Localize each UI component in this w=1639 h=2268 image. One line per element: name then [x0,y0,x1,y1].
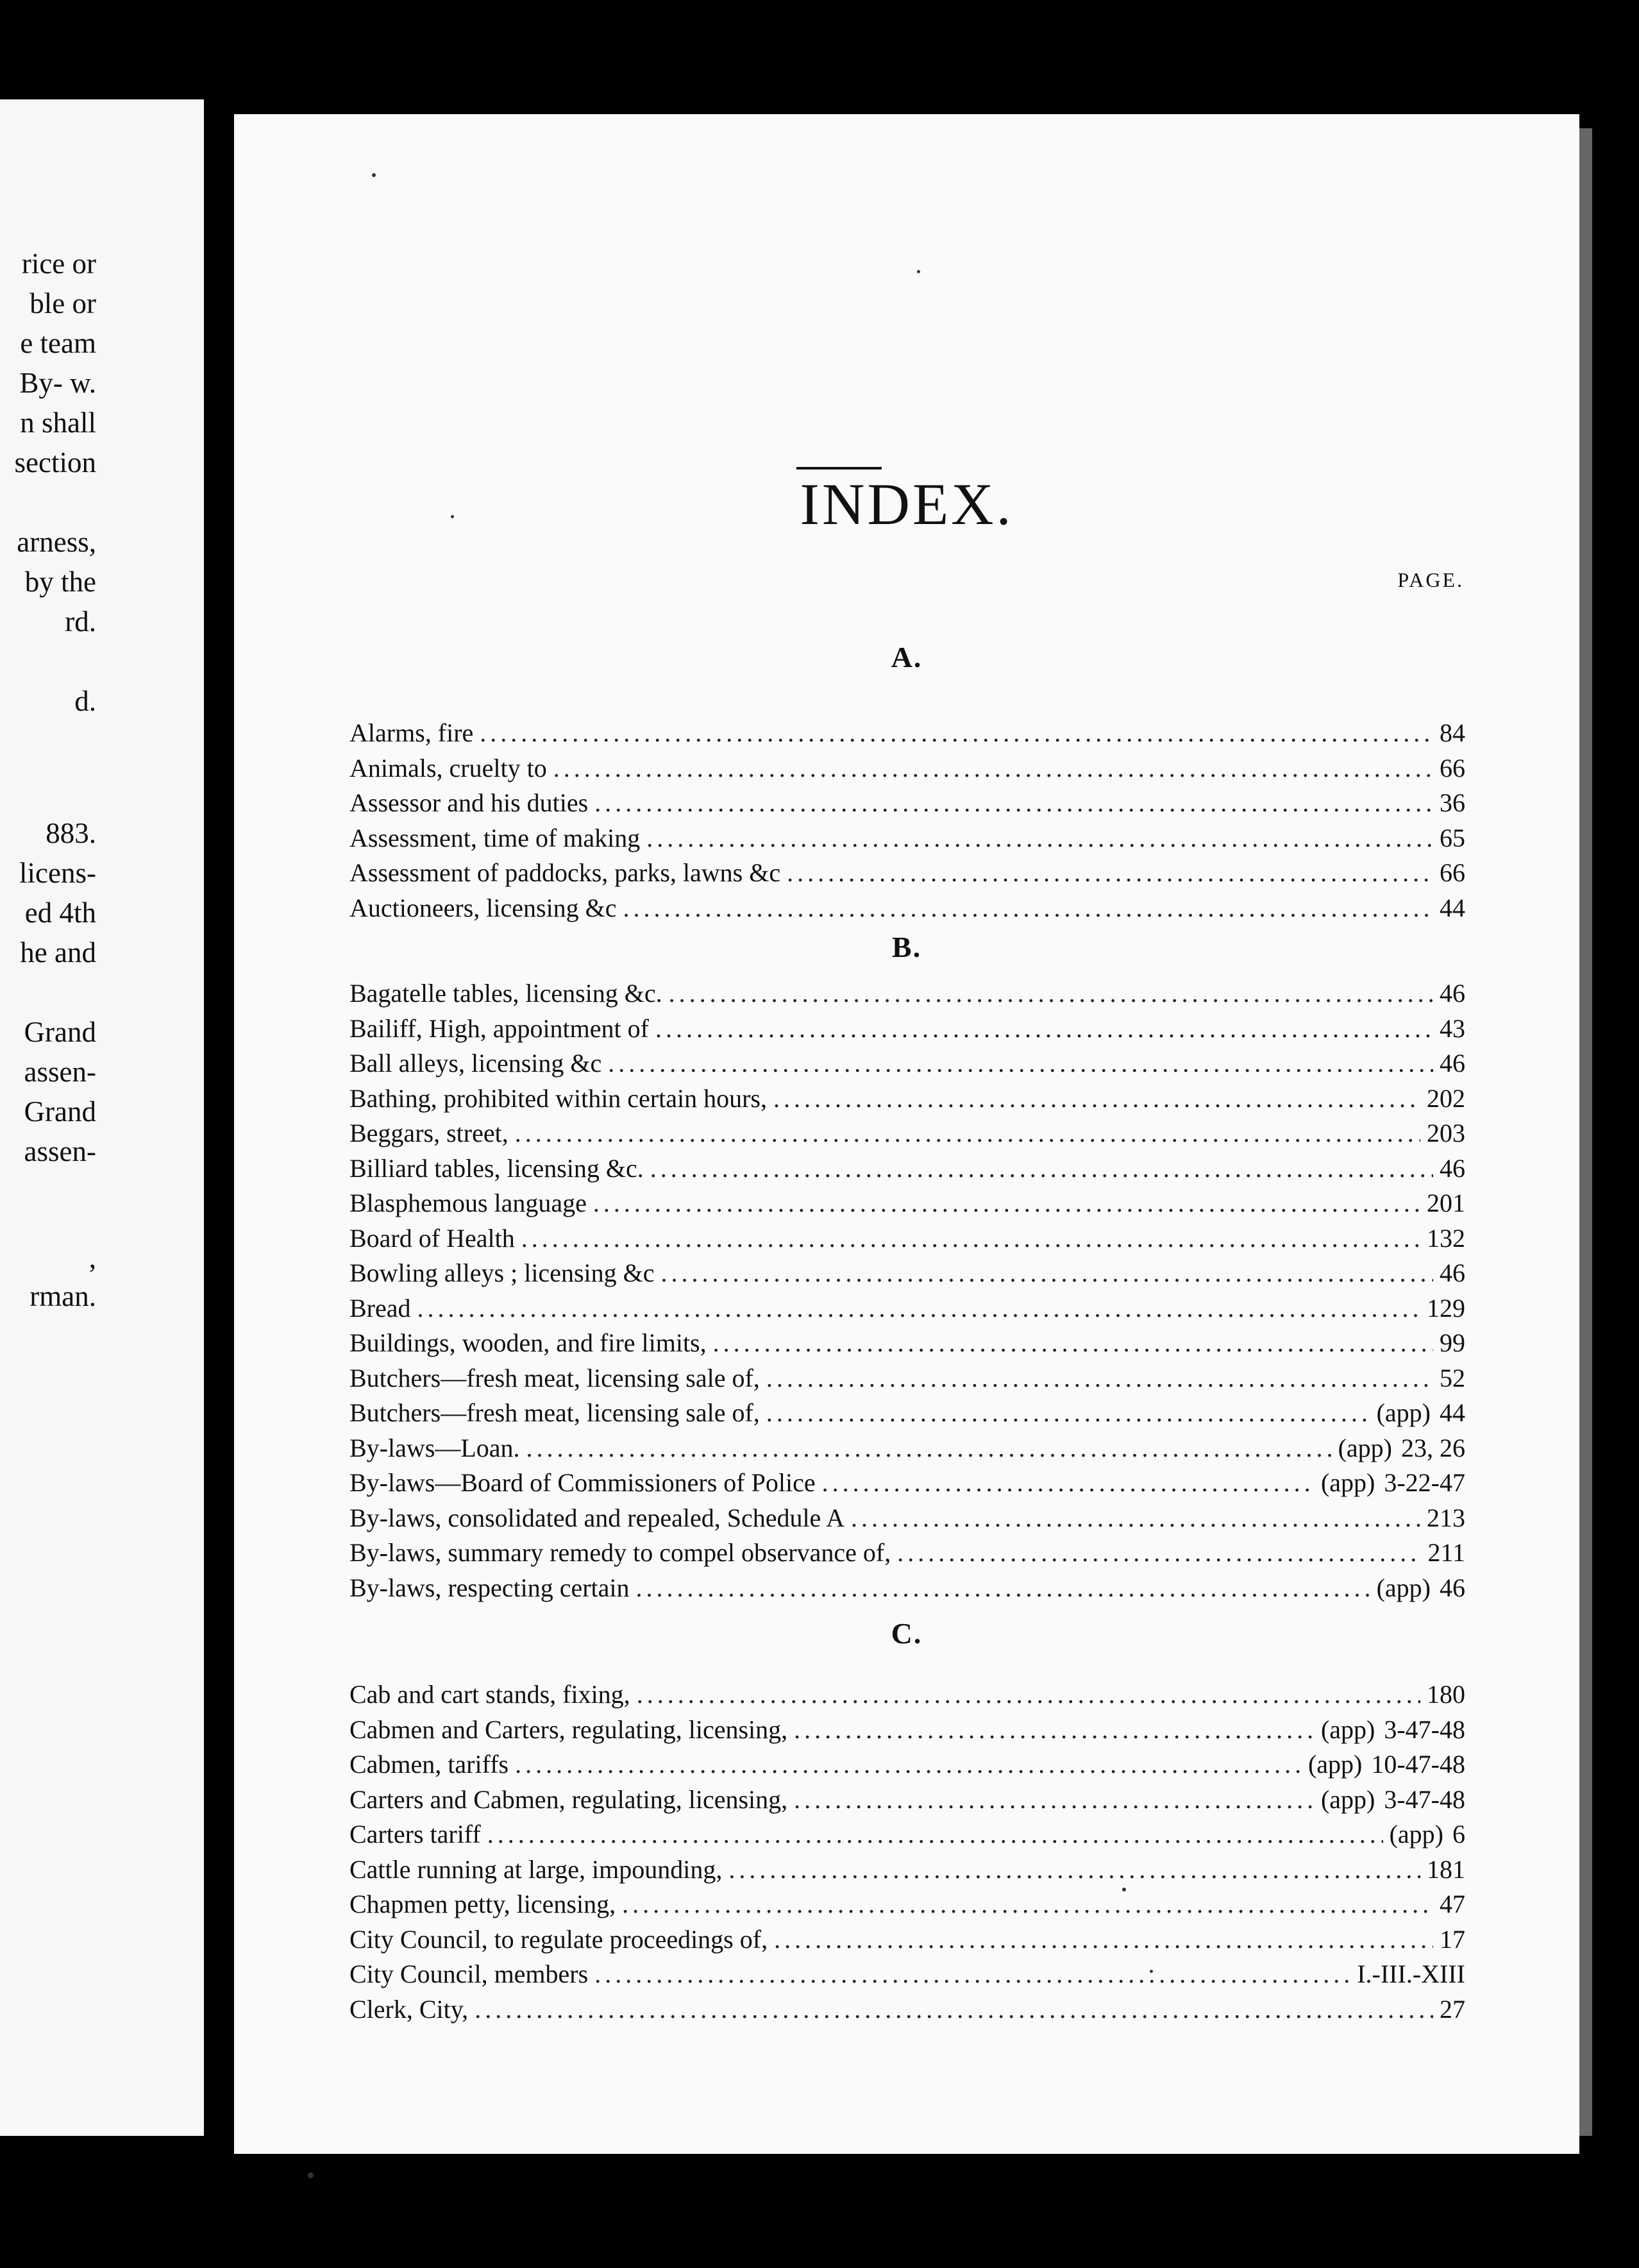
dot-leader [728,1852,1420,1887]
entry-label: Carters and Cabmen, regulating, licensing, [349,1784,788,1814]
entry-label: Ball alleys, licensing &c [349,1049,602,1078]
dot-leader [515,1747,1302,1782]
dot-leader [608,1046,1433,1081]
index-entry [349,1501,1465,1536]
entry-appendix-marker: (app) [1338,1433,1392,1462]
index-entry [349,1011,1465,1046]
dot-leader [766,1361,1433,1396]
index-entry [349,1887,1465,1922]
paper-speck [308,2172,314,2178]
index-entry [349,1186,1465,1221]
left-fragment: by the [24,566,96,598]
left-fragment: rman. [29,1280,96,1312]
dot-leader [897,1536,1421,1570]
index-entry [349,976,1465,1011]
entry-label: Butchers—fresh meat, licensing sale of, [349,1398,760,1427]
entry-page-number: 3-47-48 [1384,1714,1465,1744]
entry-page-number: 44 [1440,893,1465,922]
left-facing-page [0,99,204,2136]
dot-leader [526,1431,1332,1466]
left-fragment: 883. [46,817,96,849]
section-heading: B. [891,931,922,963]
index-entry [349,1116,1465,1151]
entry-page-number: 180 [1427,1680,1465,1709]
dot-leader [655,1011,1433,1046]
dot-leader [480,716,1433,750]
entry-label: By-laws, consolidated and repealed, Schedule A [349,1503,845,1532]
left-fragment: , [88,1242,96,1274]
index-entry [349,891,1465,926]
entry-page-number: 46 [1440,979,1465,1008]
entry-page-number: 203 [1427,1119,1465,1147]
entry-appendix-marker: (app) [1320,1714,1375,1744]
entry-label: Cattle running at large, impounding, [349,1854,723,1884]
entry-label: Alarms, fire [349,718,474,747]
entry-label: Blasphemous language [349,1189,587,1217]
index-entry [349,1571,1465,1605]
dot-leader [661,1256,1434,1291]
entry-page-number: 202 [1427,1083,1465,1113]
index-entry [349,1536,1465,1570]
entry-label: By-laws—Loan. [349,1433,520,1462]
section-heading: C. [891,1617,923,1650]
entry-page-number: 47 [1440,1890,1465,1918]
index-entry [349,1431,1465,1466]
index-entry [349,1046,1465,1081]
paper-speck [451,515,454,518]
entry-label: Cabmen, tariffs [349,1750,509,1779]
section-heading: A. [891,641,923,673]
entry-label: Animals, cruelty to [349,753,547,783]
index-entry [349,1852,1465,1887]
index-entry [349,1677,1465,1712]
entry-label: By-laws, respecting certain [349,1573,630,1602]
entry-label: Butchers—fresh meat, licensing sale of, [349,1363,760,1392]
dot-leader [521,1221,1420,1256]
entry-page-number: 17 [1440,1924,1465,1954]
index-entry [349,1817,1465,1852]
dot-leader [594,786,1433,820]
page-edge-shadow [1579,128,1592,2136]
entry-page-number: 44 [1440,1398,1465,1427]
entry-page-number: 23, 26 [1401,1433,1465,1462]
page-gutter [218,109,232,2052]
entry-label: Board of Health [349,1223,515,1253]
index-page [234,114,1579,2154]
dot-leader [636,1571,1370,1605]
index-entry [349,1713,1465,1747]
dot-leader [766,1396,1370,1430]
dot-leader [787,856,1433,890]
entry-page-number: 27 [1440,1994,1465,2024]
index-entry [349,1151,1465,1186]
entry-page-number: 52 [1440,1363,1465,1392]
entry-page-number: 3-47-48 [1384,1784,1465,1814]
entry-label: Bread [349,1293,411,1323]
entry-page-number: 129 [1427,1293,1465,1323]
dot-leader [646,821,1433,856]
entry-label: Assessment, time of making [349,823,641,852]
entry-label: Bagatelle tables, licensing &c. [349,979,662,1008]
entry-label: By-laws—Board of Commissioners of Police [349,1468,816,1497]
entry-label: Assessment of paddocks, parks, lawns &c [349,858,781,887]
entry-label: Cab and cart stands, fixing, [349,1680,630,1709]
entry-appendix-marker: (app) [1307,1750,1363,1779]
left-fragment: e team [20,327,96,359]
index-entry [349,1747,1465,1782]
entry-appendix-marker: (app) [1320,1468,1375,1497]
index-entry [349,786,1465,820]
entry-label: Auctioneers, licensing &c [349,893,617,922]
entry-label: Buildings, wooden, and fire limits, [349,1328,707,1357]
entry-page-number: 46 [1440,1153,1465,1183]
page-title: INDEX. [800,471,1014,537]
entry-label: City Council, to regulate proceedings of, [349,1924,768,1954]
paper-speck [372,173,376,177]
entry-appendix-marker: (app) [1376,1398,1431,1427]
entry-appendix-marker: (app) [1389,1820,1443,1849]
index-entry [349,856,1465,890]
index-entry [349,716,1465,750]
dot-leader [515,1116,1420,1151]
left-fragment: assen- [24,1056,96,1088]
left-page-text-column [0,99,96,2136]
entry-page-number: 181 [1427,1854,1465,1884]
dot-leader [622,1887,1433,1922]
left-fragment: Grand [24,1096,96,1128]
index-entry [349,1922,1465,1957]
dot-leader [637,1677,1420,1712]
left-fragment: n shall [20,407,96,439]
dot-leader [487,1817,1383,1852]
entry-page-number: 99 [1440,1328,1465,1357]
index-entry [349,1221,1465,1256]
entry-page-number: 84 [1440,718,1465,747]
left-fragment: Grand [24,1016,96,1048]
entry-label: Bowling alleys ; licensing &c [349,1258,655,1287]
entry-label: Clerk, City, [349,1994,469,2024]
dot-leader [650,1151,1433,1186]
dot-leader [713,1326,1433,1360]
index-entry [349,1957,1465,1992]
index-entry [349,1326,1465,1360]
entry-page-number: 201 [1427,1189,1465,1217]
index-entry [349,1256,1465,1291]
entry-page-number: 3-22-47 [1384,1468,1465,1497]
left-fragment: rd. [65,605,96,638]
entry-page-number: 43 [1440,1013,1465,1043]
index-entry [349,1291,1465,1326]
index-entry [349,1466,1465,1500]
entry-page-number: 66 [1440,753,1465,783]
entry-page-number: 132 [1427,1223,1465,1253]
index-entry [349,751,1465,786]
entry-page-number: 36 [1440,788,1465,817]
index-entry [349,1081,1465,1116]
left-fragment: rice or [21,248,96,280]
entry-label: Bailiff, High, appointment of [349,1013,649,1043]
entry-page-number: 10-47-48 [1371,1750,1465,1779]
dot-leader [794,1782,1315,1817]
dot-leader [774,1922,1433,1957]
left-fragment: licens- [19,857,96,889]
dot-leader [669,976,1433,1011]
entry-label: Beggars, street, [349,1119,509,1147]
entry-label: By-laws, summary remedy to compel observance of, [349,1538,891,1567]
dot-leader [822,1466,1315,1500]
page-column-header: PAGE. [1397,568,1464,591]
entry-label: City Council, members [349,1959,589,1988]
index-entry [349,1361,1465,1396]
entry-page-number: 211 [1427,1538,1465,1567]
entry-page-number: 6 [1452,1820,1465,1849]
dot-leader [623,891,1433,926]
index-entry [349,821,1465,856]
left-fragment: he and [20,936,96,969]
entry-appendix-marker: (app) [1376,1573,1431,1602]
entry-page-number: 46 [1440,1258,1465,1287]
entry-page-number: 65 [1440,823,1465,852]
dot-leader [475,1992,1433,2027]
dot-leader [417,1291,1420,1326]
entry-page-number: 213 [1427,1503,1465,1532]
entry-label: Chapmen petty, licensing, [349,1890,616,1918]
dot-leader [773,1081,1420,1116]
paper-speck [917,270,920,273]
dot-leader [851,1501,1420,1536]
entry-label: Billiard tables, licensing &c. [349,1153,644,1183]
entry-label: Carters tariff [349,1820,481,1849]
left-fragment: ed 4th [24,897,96,929]
dot-leader [594,1957,1350,1992]
dot-leader [553,751,1433,786]
entry-page-number: 46 [1440,1049,1465,1078]
entry-page-number: I.-III.-XIII [1357,1959,1465,1988]
title-rule [796,467,882,470]
index-entry [349,1992,1465,2027]
entry-appendix-marker: (app) [1320,1784,1375,1814]
dot-leader [794,1713,1315,1747]
entry-page-number: 66 [1440,858,1465,887]
left-fragment: d. [74,685,96,717]
dot-leader [593,1186,1420,1221]
left-fragment: assen- [24,1135,96,1167]
entry-label: Bathing, prohibited within certain hours, [349,1083,767,1113]
entry-label: Cabmen and Carters, regulating, licensing, [349,1714,788,1744]
index-entry [349,1396,1465,1430]
index-entry [349,1782,1465,1817]
entry-page-number: 46 [1440,1573,1465,1602]
left-fragment: arness, [17,526,96,558]
entry-label: Assessor and his duties [349,788,589,817]
left-fragment: By- w. [19,367,96,399]
left-fragment: ble or [29,287,96,319]
left-fragment: section [14,446,96,478]
